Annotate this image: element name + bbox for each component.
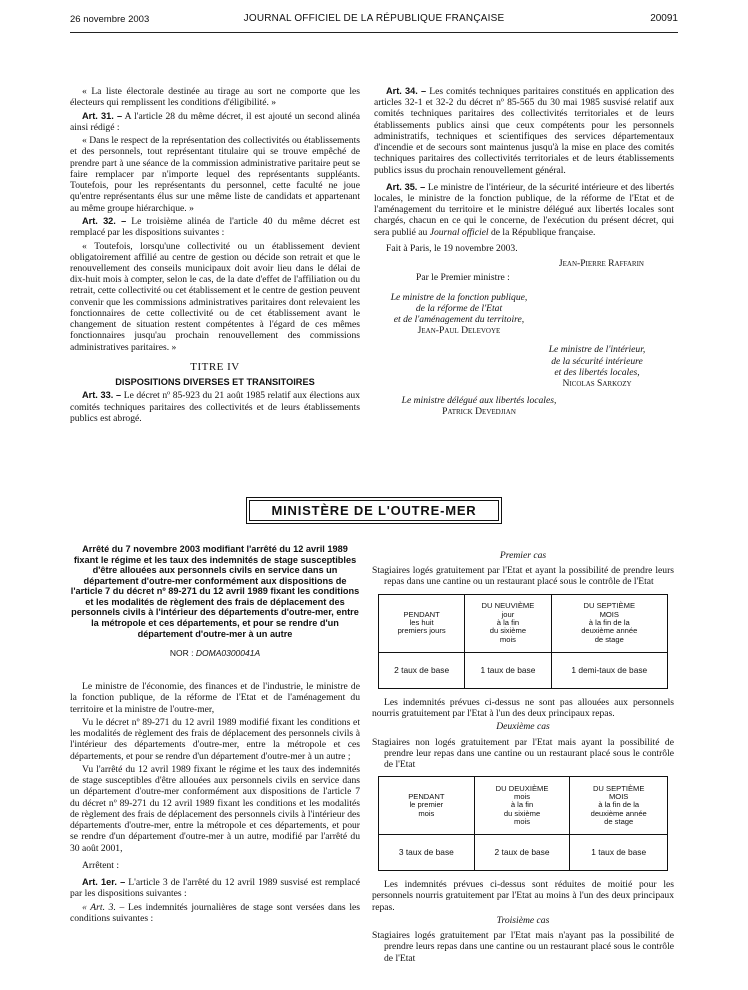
article-33 [70,390,360,424]
article-3-quoted [70,902,360,924]
table-note: Les indemnités prévues ci-dessus ne sont pas allouées aux personnels nourris gratuitement par l'Etat à l'un des deux principaux repas. [372,696,674,719]
paragraph: Le ministre de l'économie, des finances et de l'industrie, le ministre de la fonction publique, de la réforme de l'Etat et de l'aménagement du territoire et la ministre de l'outre-mer, [70,681,360,715]
case-description: Stagiaires non logés gratuitement par l'Etat mais ayant la possibilité de prendre leur repas dans une cantine ou un restaurant placé sous le contrôle de l'Etat [372,736,674,770]
table-header-cell [474,777,570,835]
page-header [70,12,678,28]
header-line: à la fin [496,617,520,627]
header-line: deuxième année [590,808,647,818]
arretent: Arrêtent : [82,859,120,871]
signatory-name: Jean-Paul Delevoye [417,325,501,337]
header-line: DU SEPTIÈME [583,601,636,611]
case-heading: Deuxième cas [496,721,550,733]
table-header-cell [570,777,668,835]
article-text: Les indemnités journalières de stage sont versées dans les conditions suivantes : [70,901,361,924]
table-cell: 1 demi-taux de base [551,652,667,688]
article-label: Art. 33. – [82,390,122,401]
header-line: premiers jours [397,626,446,636]
table-cell: 1 taux de base [465,652,551,688]
column-right-top [374,86,674,418]
article-text: L'article 3 de l'arrêté du 12 avril 1989 susvisé est remplacé par les dispositions suivantes : [70,877,360,900]
header-line: mois [514,792,531,802]
signatory-name: Nicolas Sarkozy [562,378,632,390]
journal-reference: Journal officiel [429,226,489,238]
header-line: à la fin de la [598,800,640,810]
table-row [379,652,668,688]
article-label: Art. 32. – [82,215,127,226]
header-line: DU DEUXIÈME [495,783,549,793]
article-text: Le ministre de l'intérieur, de la sécurité intérieure et des libertés locales, le ministre de la fonction publique, de la réforme de l'Etat et de l'aménagement du territoire et le ministre délégué aux libertés locales sont chargés, chacun en ce qui le concerne, de l'exécution du présent décret, qui sera publié au [374,181,675,238]
fait-a-paris: Fait à Paris, le 19 novembre 2003. [386,242,518,254]
header-line: à la fin [510,800,534,810]
signatory-title: de la réforme de l'Etat [415,302,503,314]
header-line: mois [514,817,531,827]
table-header-cell [379,594,465,652]
by-prime-minister: Par le Premier ministre : [416,272,510,284]
header-line: PENDANT [408,792,445,802]
table-cell: 2 taux de base [379,652,465,688]
signatory-title: et de l'aménagement du territoire, [393,313,525,325]
header-line: le premier [409,800,444,810]
table-header-cell [465,594,551,652]
table-header-cell [379,777,475,835]
signatory-title: de la sécurité intérieure [551,355,643,367]
case-heading: Troisième cas [496,915,550,926]
column-left-bottom [70,544,360,926]
header-line: de stage [604,817,634,827]
table-cell: 3 taux de base [379,835,475,871]
article-text-end: de la République française. [488,226,596,238]
signatory-title: Le ministre de la fonction publique, [390,291,528,303]
case-heading: Premier cas [499,550,547,561]
header-line: DU NEUVIÈME [481,601,535,611]
header-line: MOIS [608,792,629,802]
header-line: deuxième année [581,626,638,636]
signatory-name: Patrick Devedjian [442,406,516,418]
header-journal-title: JOURNAL OFFICIEL DE LA RÉPUBLIQUE FRANÇAISE [243,13,505,24]
ministry-title: MINISTÈRE DE L'OUTRE-MER [249,500,499,521]
table-cell: 2 taux de base [474,835,570,871]
header-line: jour [501,609,515,619]
header-line: du sixième [503,808,541,818]
header-line: mois [418,808,435,818]
paragraph: « Dans le respect de la représentation des collectivités ou établissements et des personnels, tout représentant titulaire qui se trouve empêché de prendre part à une séance de la commission administrative paritaire peut se faire remplacer par n'importe lequel des représentants suppléants. Toutefois, pour les représentants du personnel, cette faculté ne joue qu'entre représentants élus sur une même liste de candidats et appartenant au même groupe hiérarchique. » [70,135,360,214]
table-header-row [379,594,668,652]
header-line: mois [499,634,516,644]
signatory-fonction-publique [374,292,544,337]
nor-code: DOMA0300041A [195,648,261,659]
header-line: PENDANT [403,609,440,619]
header-page-number: 20091 [650,13,678,24]
header-line: du sixième [489,626,527,636]
paragraph: « Toutefois, lorsqu'une collectivité ou un établissement devient obligatoirement affilié au centre de gestion ou décide son retrait et que le renouvellement des conseils municipaux doit avoir lieu dans le délai de dix-huit mois à compter, selon le cas, de la date d'effet de l'affiliation ou du retrait, cette collectivité ou cet établissement et le centre de gestion peuvent convenir que les commissions administratives paritaires dont relevaient les fonctionnaires de cette collectivité ou de cet établissement avant le changement de situation restent compétentes à l'égard de ces mêmes fonctionnaires jusqu'au prochain renouvellement des commissions administratives paritaires. » [70,240,360,353]
article-text: Le décret nº 85-923 du 21 août 1985 relatif aux élections aux comités techniques paritaires des collectivités et de leurs établissements publics est abrogé. [70,390,360,424]
rates-table-1 [378,594,668,689]
article-34 [374,86,674,176]
case-description: Stagiaires logés gratuitement par l'Etat et ayant la possibilité de prendre leurs repas dans une cantine ou un restaurant placé sous le contrôle de l'Etat [372,565,674,588]
nor-label: NOR : [169,648,196,659]
table-row [379,835,668,871]
signatory-title: Le ministre de l'intérieur, [548,344,646,356]
header-line: à la fin de la [588,617,630,627]
article-text: Les comités techniques paritaires constitués en application des articles 32-1 et 32-2 du décret nº 85-565 du 30 mai 1985 susvisé relatif aux comités techniques paritaires des collectivités territoriales et de leurs établissements publics ainsi que ceux compétents pour les personnels administratifs, techniques et scientifiques des services départementaux d'incendie et de secours sont maintenus jusqu'à la mise en place des comités techniques paritaires des collectivités territoriales et de leurs établissements publics issus du prochain renouvellement général. [374,86,675,176]
header-line: DU SEPTIÈME [592,783,645,793]
signatory-interieur [522,344,672,389]
titre-heading: TITRE IV [190,360,240,373]
article-label: Art. 1er. – [82,877,126,888]
article-text: A l'article 28 du même décret, il est ajouté un second alinéa ainsi rédigé : [70,110,360,133]
article-label: Art. 31. – [82,110,123,121]
article-text: Le troisième alinéa de l'article 40 du même décret est remplacé par les dispositions suivantes : [70,215,360,239]
paragraph: « La liste électorale destinée au tirage au sort ne comporte que les électeurs qui remplissent les conditions d'éligibilité. » [70,86,360,109]
article-label: « Art. 3. – [82,901,125,913]
header-line: MOIS [599,609,619,619]
signature-prime-minister: Jean-Pierre Raffarin [558,258,644,270]
article-35 [374,182,674,238]
article-31 [70,111,360,133]
article-label: Art. 34. – [386,86,427,96]
column-left-top [70,86,360,426]
arrete-title: Arrêté du 7 novembre 2003 modifiant l'arrêté du 12 avril 1989 fixant le régime et les taux des indemnités de stage susceptibles d'être allouées aux personnels civils en service dans un département d'outre-mer conformément aux dispositions de l'article 7 du décret nº 89-271 du 12 avril 1989 fixant les conditions et les modalités de règlement des frais de déplacement des personnels civils à l'intérieur des départements d'outre-mer, entre la métropole et ces départements, et pour se rendre d'un département d'outre-mer à un autre [70,544,360,639]
ministry-banner [246,497,502,524]
signatory-libertes-locales [374,395,584,417]
rates-table-2 [378,776,668,871]
article-32 [70,216,360,238]
signatory-title: Le ministre délégué aux libertés locales, [401,395,557,407]
paragraph: Vu l'arrêté du 12 avril 1989 fixant le régime et les taux des indemnités de stage susceptibles d'être allouées aux personnels civils en service dans un département d'outre-mer conformément aux dispositions de l'article 7 du décret nº 89-271 du 12 avril 1989 fixant les conditions et les modalités de règlement des frais de déplacement des personnels civils à l'intérieur des départements d'outre-mer, entre la métropole et ces départements, et pour se rendre d'un département d'outre-mer à un autre, modifié par l'arrêté du 30 août 2001, [70,764,360,854]
table-header-row [379,777,668,835]
article-label: Art. 35. – [386,181,426,192]
column-right-bottom [372,548,674,966]
paragraph: Vu le décret nº 89-271 du 12 avril 1989 modifié fixant les conditions et les modalités de règlement des frais de déplacement des personnels civils à l'intérieur des départements d'outre-mer, entre la métropole et ces départements, et pour se rendre d'un département d'outre-mer à un autre ; [70,716,360,762]
section-heading: DISPOSITIONS DIVERSES ET TRANSITOIRES [115,376,315,387]
header-line: de stage [594,634,624,644]
case-description: Stagiaires logés gratuitement par l'Etat mais n'ayant pas la possibilité de prendre leurs repas dans une cantine ou un restaurant placé sous le contrôle de l'Etat [372,930,674,964]
table-cell: 1 taux de base [570,835,668,871]
nor-reference [70,649,360,659]
header-date: 26 novembre 2003 [70,14,150,25]
table-note: Les indemnités prévues ci-dessus sont réduites de moitié pour les personnels nourris gratuitement par l'Etat au moins à l'un des deux principaux repas. [372,879,674,913]
header-line: les huit [409,617,434,627]
table-header-cell [551,594,667,652]
header-rule [70,32,678,33]
signatory-title: et des libertés locales, [554,366,640,378]
article-1 [70,877,360,899]
